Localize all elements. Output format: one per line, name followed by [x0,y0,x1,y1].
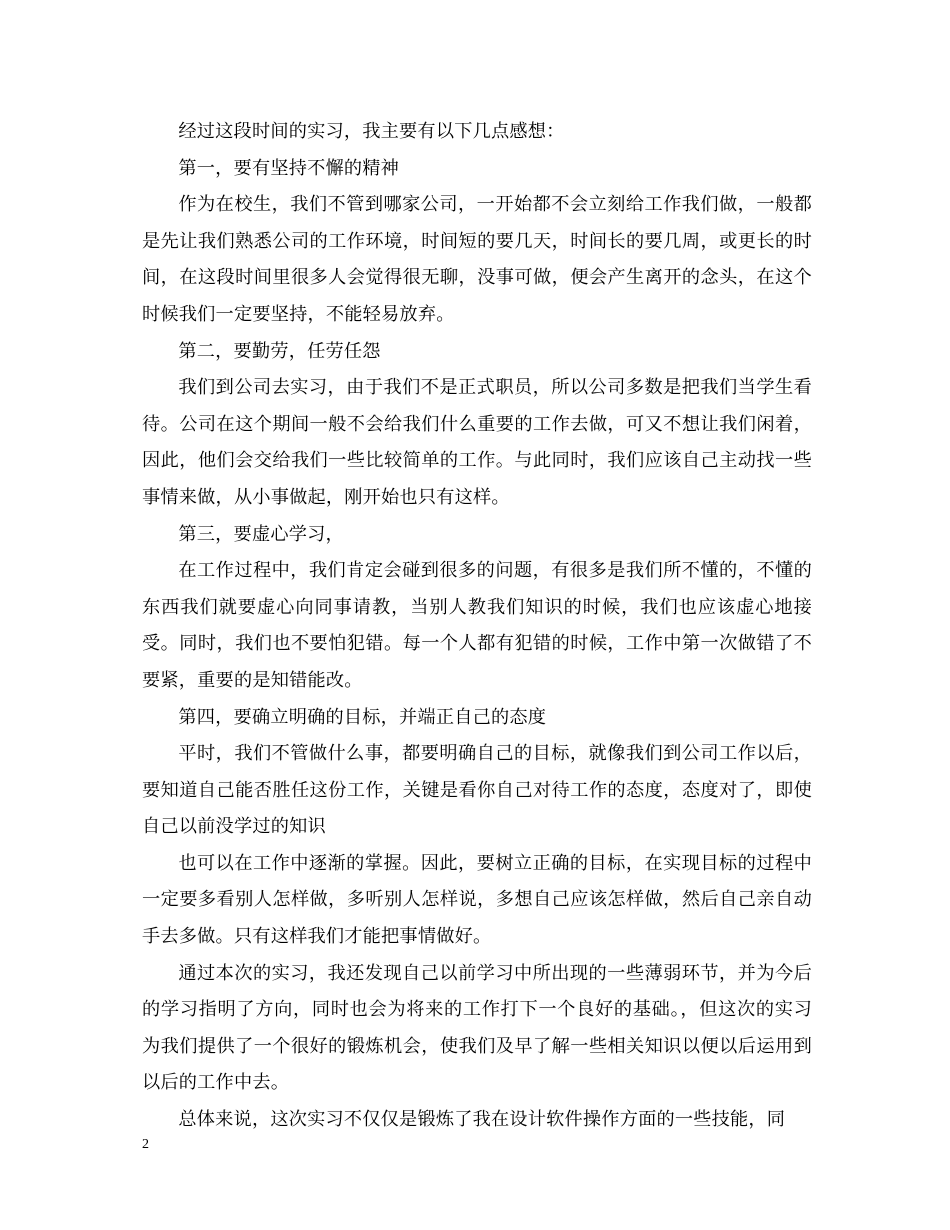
heading-point-4: 第四，要确立明确的目标，并端正自己的态度 [178,706,547,728]
paragraph-point-1: 作为在校生，我们不管到哪家公司，一开始都不会立刻给工作我们做，一般都是先让我们熟悉公司的工作环境，时间短的要几天，时间长的要几周，或更长的时间，在这段时间里很多人会觉得很无聊，没事可做，便会产生离开的念头，在这个时候我们一定要坚持，不能轻易放弃。 [142,194,812,325]
paragraph-point-2: 我们到公司去实习，由于我们不是正式职员，所以公司多数是把我们当学生看待。公司在这个期间一般不会给我们什么重要的工作去做，可又不想让我们闲着，因此，他们会交给我们一些比较简单的工作。与此同时，我们应该自己主动找一些事情来做，从小事做起，刚开始也只有这样。 [142,377,812,508]
paragraph-point-3: 在工作过程中，我们肯定会碰到很多的问题，有很多是我们所不懂的，不懂的东西我们就要虚心向同事请教，当别人教我们知识的时候，我们也应该虚心地接受。同时，我们也不要怕犯错。每一个人都有犯错的时候，工作中第一次做错了不要紧，重要的是知错能改。 [142,560,812,691]
heading-point-1: 第一，要有坚持不懈的精神 [178,157,400,179]
body-text [142,114,812,1139]
paragraph-findings: 通过本次的实习，我还发现自己以前学习中所出现的一些薄弱环节，并为今后的学习指明了方向，同时也会为将来的工作打下一个良好的基础。，但这次的实习为我们提供了一个很好的锻炼机会，使我们及早了解一些相关知识以便以后运用到以后的工作中去。 [142,962,812,1094]
paragraph-point-4a: 平时，我们不管做什么事，都要明确自己的目标，就像我们到公司工作以后，要知道自己能否胜任这份工作，关键是看你自己对待工作的态度，态度对了，即使自己以前没学过的知识 [142,743,812,838]
page-number: 2 [142,1137,149,1152]
intro-paragraph: 经过这段时间的实习，我主要有以下几点感想： [178,121,565,142]
paragraph-point-4b: 也可以在工作中逐渐的掌握。因此，要树立正确的目标，在实现目标的过程中一定要多看别人怎样做，多听别人怎样说，多想自己应该怎样做，然后自己亲自动手去多做。只有这样我们才能把事情做好。 [142,852,812,948]
paragraph-summary: 总体来说，这次实习不仅仅是锻炼了我在设计软件操作方面的一些技能，同 [178,1109,786,1131]
heading-point-2: 第二，要勤劳，任劳任怨 [178,340,381,362]
heading-point-3: 第三，要虚心学习， [178,523,344,545]
